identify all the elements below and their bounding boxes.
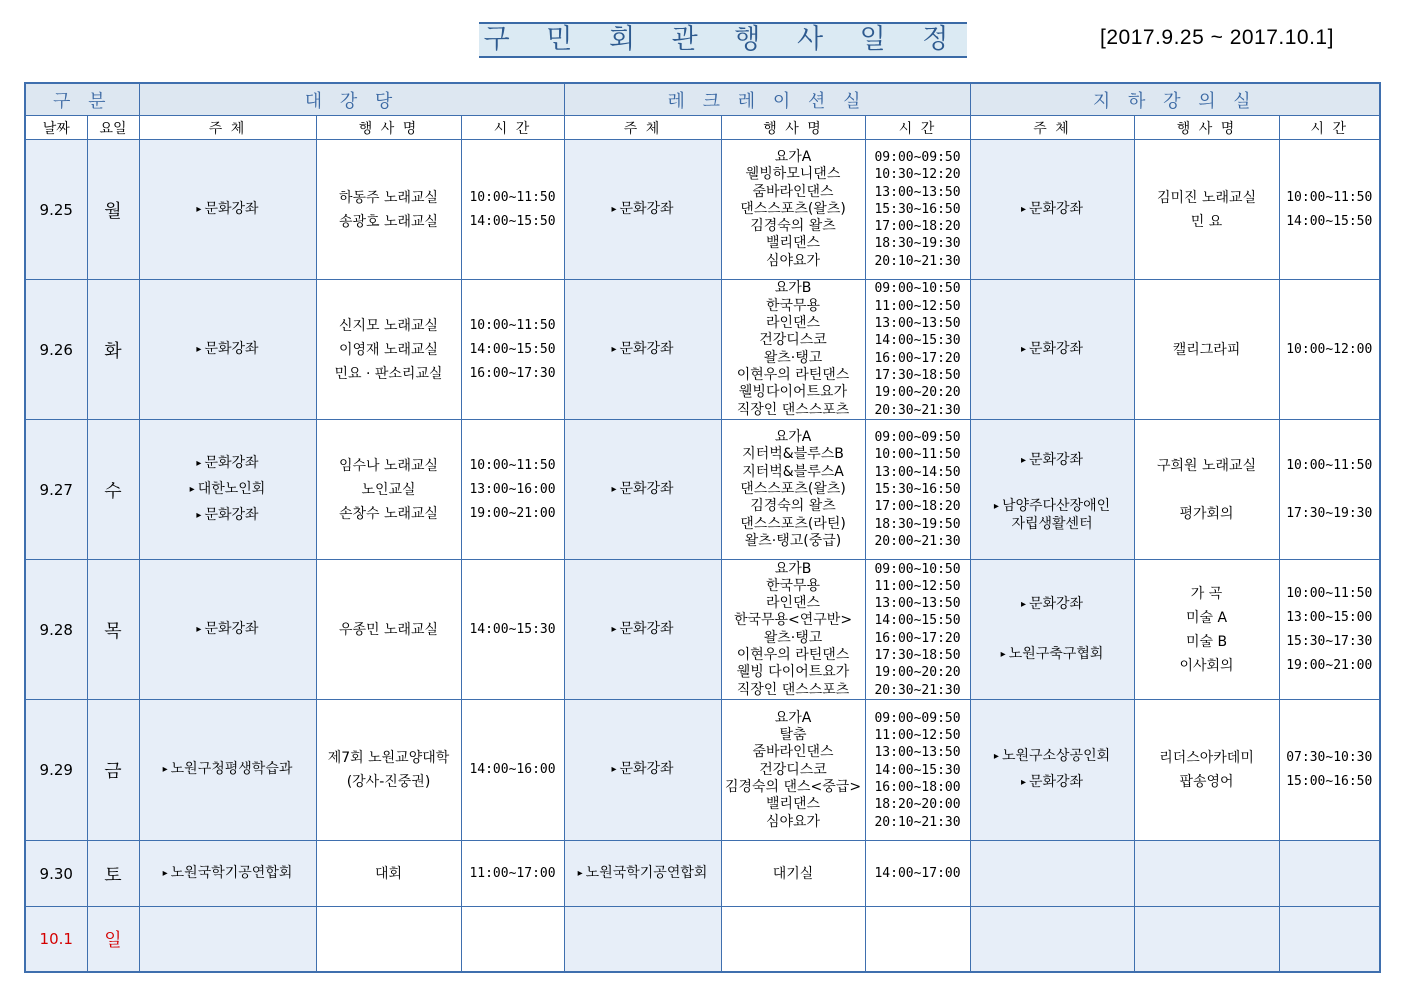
spacer: [1135, 478, 1279, 502]
recreation-event-cell: [721, 280, 865, 420]
cell-line: 16:00~17:30: [469, 365, 556, 381]
cell-line: 라인댄스: [765, 595, 821, 612]
bullet-triangle-icon: ▸: [1020, 343, 1026, 355]
host-name: 대한노인회: [197, 480, 266, 497]
cell-line: 댄스스포츠(왈츠): [740, 200, 846, 217]
cell-line: 11:00~12:50: [874, 578, 961, 594]
auditorium-host-cell: [139, 560, 316, 700]
host-name: 노원구청평생학습과: [170, 761, 293, 778]
cell-line: 이영재 노래교실: [338, 341, 439, 358]
auditorium-host-cell: [139, 907, 316, 972]
bullet-triangle-icon: ▸: [577, 867, 583, 879]
cell-line: 민요 · 판소리교실: [334, 365, 443, 382]
cell-line: 캘리그라피: [1172, 341, 1241, 358]
cell-line: 18:30~19:50: [874, 516, 961, 532]
cell-line: (강사-진중권): [346, 774, 431, 791]
recreation-time-cell: [865, 907, 970, 972]
cell-line: 왈츠·탱고: [763, 349, 823, 366]
cell-line: 19:00~20:20: [874, 665, 961, 681]
day-cell: 수: [87, 420, 139, 560]
header-date: 날짜: [25, 116, 87, 140]
header-host: 주 체: [139, 116, 316, 140]
recreation-event-cell: [721, 841, 865, 907]
cell-line: 하동주 노래교실: [338, 189, 439, 206]
cell-line: 17:30~18:50: [874, 367, 961, 383]
auditorium-time-cell: [461, 841, 564, 907]
cell-line: 10:00~11:50: [469, 189, 556, 205]
auditorium-event-cell: [316, 841, 461, 907]
auditorium-event-cell: [316, 907, 461, 972]
header-host: 주 체: [564, 116, 721, 140]
basement-event-cell: [1134, 280, 1279, 420]
basement-time-cell: [1279, 841, 1380, 907]
basement-time-cell: [1279, 420, 1380, 560]
cell-line: 09:00~09:50: [874, 430, 961, 446]
cell-line: 요가B: [774, 280, 812, 297]
cell-line: 김경숙의 왈츠: [750, 218, 836, 235]
cell-line: 14:00~16:00: [469, 762, 556, 778]
host-line: [565, 477, 721, 503]
cell-line: 댄스스포츠(왈츠): [740, 481, 846, 498]
cell-line: 김경숙의 왈츠: [750, 498, 836, 515]
cell-line: 14:00~17:00: [874, 865, 961, 881]
recreation-time-cell: [865, 560, 970, 700]
recreation-event-cell: [721, 140, 865, 280]
bullet-triangle-icon: ▸: [1020, 777, 1026, 789]
recreation-host-cell: [564, 907, 721, 972]
day-cell: 월: [87, 140, 139, 280]
basement-host-cell: [970, 907, 1134, 972]
cell-line: 14:00~15:30: [469, 621, 556, 637]
cell-line: 14:00~15:50: [1286, 213, 1373, 229]
cell-line: 구희원 노래교실: [1156, 457, 1257, 474]
host-name: 문화강좌: [1028, 200, 1084, 217]
auditorium-event-cell: [316, 560, 461, 700]
cell-line: 15:30~17:30: [1286, 633, 1373, 649]
cell-line: 건강디스코: [759, 332, 827, 349]
cell-line: 17:30~18:50: [874, 648, 961, 664]
cell-line: 왈츠·탱고: [763, 629, 823, 646]
cell-line: 13:00~16:00: [469, 481, 556, 497]
auditorium-time-cell: [461, 140, 564, 280]
recreation-event-cell: [721, 700, 865, 841]
cell-line: 19:00~21:00: [469, 505, 556, 521]
cell-line: 20:10~21:30: [874, 253, 961, 269]
cell-line: 10:00~11:50: [874, 447, 961, 463]
cell-line: 리더스아카데미: [1159, 750, 1254, 767]
header-event: 행 사 명: [1134, 116, 1279, 140]
schedule-row: [25, 280, 1380, 420]
auditorium-host-cell: [139, 140, 316, 280]
host-name: 문화강좌: [619, 200, 674, 217]
cell-line: 17:30~19:30: [1286, 505, 1373, 521]
recreation-event-cell: [721, 907, 865, 972]
bullet-triangle-icon: ▸: [611, 623, 617, 635]
date-range: [2017.9.25 ~ 2017.10.1]: [1100, 26, 1334, 49]
cell-line: 팝송영어: [1179, 774, 1234, 791]
cell-line: 요가A: [774, 709, 812, 726]
cell-line: 14:00~15:50: [469, 341, 556, 357]
header-time: 시 간: [865, 116, 970, 140]
cell-line: 19:00~20:20: [874, 385, 961, 401]
host-line: [971, 337, 1134, 363]
recreation-host-cell: [564, 140, 721, 280]
basement-time-cell: [1279, 280, 1380, 420]
host-line: [140, 477, 316, 503]
host-line: [565, 617, 721, 643]
cell-line: 13:00~15:00: [1286, 609, 1373, 625]
host-line: [140, 757, 316, 783]
auditorium-host-cell: [139, 420, 316, 560]
cell-line: 웰빙 다이어트요가: [736, 664, 850, 681]
cell-line: 미술 B: [1185, 633, 1228, 650]
host-line: [971, 448, 1134, 474]
cell-line: 19:00~21:00: [1286, 657, 1373, 673]
bullet-triangle-icon: ▸: [1000, 648, 1006, 660]
host-line: [971, 498, 1134, 516]
auditorium-host-cell: [139, 700, 316, 841]
cell-line: 11:00~12:50: [874, 298, 961, 314]
cell-line: 09:00~10:50: [874, 561, 961, 577]
host-line: [140, 197, 316, 223]
host-line: [565, 861, 721, 887]
cell-line: 임수나 노래교실: [338, 457, 439, 474]
day-cell: 목: [87, 560, 139, 700]
basement-event-cell: [1134, 140, 1279, 280]
cell-line: 댄스스포츠(라틴): [740, 515, 846, 532]
cell-line: 20:10~21:30: [874, 814, 961, 830]
host-name: 문화강좌: [1028, 774, 1084, 791]
cell-line: 대기실: [772, 865, 814, 882]
cell-line: 미술 A: [1185, 609, 1228, 626]
header-recreation-room: 레 크 레 이 션 실: [564, 83, 970, 116]
cell-line: 15:30~16:50: [874, 201, 961, 217]
recreation-host-cell: [564, 700, 721, 841]
schedule-row: [25, 841, 1380, 907]
cell-line: 밸리댄스: [765, 235, 821, 252]
cell-line: 17:00~18:20: [874, 499, 961, 515]
schedule-row: [25, 420, 1380, 560]
basement-time-cell: [1279, 700, 1380, 841]
cell-line: 지터벅&블루스B: [742, 446, 844, 463]
bullet-triangle-icon: ▸: [189, 483, 195, 495]
auditorium-event-cell: [316, 420, 461, 560]
cell-line: 13:00~14:50: [874, 464, 961, 480]
bullet-triangle-icon: ▸: [611, 483, 617, 495]
host-name: 문화강좌: [1028, 595, 1084, 612]
cell-line: 10:00~11:50: [469, 457, 556, 473]
auditorium-time-cell: [461, 700, 564, 841]
cell-line: 김미진 노래교실: [1156, 189, 1257, 206]
bullet-triangle-icon: ▸: [1020, 454, 1026, 466]
host-name: 문화강좌: [204, 200, 259, 217]
basement-event-cell: [1134, 700, 1279, 841]
host-name: 문화강좌: [1028, 340, 1084, 357]
date-cell: 9.29: [25, 700, 87, 841]
cell-line: 줌바라인댄스: [752, 744, 834, 761]
cell-line: 요가A: [774, 429, 812, 446]
bullet-triangle-icon: ▸: [196, 509, 202, 521]
host-name: 노원구축구협회: [1008, 645, 1104, 662]
host-line: [565, 197, 721, 223]
bullet-triangle-icon: ▸: [162, 867, 168, 879]
auditorium-event-cell: [316, 700, 461, 841]
cell-line: 밸리댄스: [765, 796, 821, 813]
spacer: [1280, 478, 1380, 502]
bullet-triangle-icon: ▸: [993, 751, 999, 763]
recreation-host-cell: [564, 560, 721, 700]
host-name: 문화강좌: [619, 340, 674, 357]
host-name: 문화강좌: [204, 506, 259, 523]
host-line: [140, 451, 316, 477]
auditorium-time-cell: [461, 560, 564, 700]
host-line: [565, 757, 721, 783]
page-title: 구 민 회 관 행 사 일 정: [479, 22, 967, 58]
host-name: 노원구소상공인회: [1001, 748, 1111, 765]
cell-line: 16:00~18:00: [874, 780, 961, 795]
bullet-triangle-icon: ▸: [993, 500, 999, 512]
auditorium-host-cell: [139, 841, 316, 907]
host-name: 노원국학기공연합회: [170, 864, 293, 881]
host-name: 문화강좌: [204, 620, 259, 637]
cell-line: 우종민 노래교실: [338, 621, 439, 638]
auditorium-time-cell: [461, 420, 564, 560]
host-name: 문화강좌: [204, 454, 259, 471]
cell-line: 20:30~21:30: [874, 402, 961, 418]
cell-line: 10:00~11:50: [1286, 457, 1373, 473]
host-name: 노원국학기공연합회: [585, 864, 708, 881]
cell-line: 11:00~12:50: [874, 728, 961, 744]
header-time: 시 간: [461, 116, 564, 140]
header-host: 주 체: [970, 116, 1134, 140]
date-cell: 9.27: [25, 420, 87, 560]
recreation-event-cell: [721, 420, 865, 560]
cell-line: 요가A: [774, 149, 812, 165]
header-category: 구 분: [25, 83, 139, 116]
host-name: 문화강좌: [619, 480, 674, 497]
cell-line: 20:00~21:30: [874, 533, 961, 549]
cell-line: 탈춤: [779, 727, 807, 744]
cell-line: 09:00~10:50: [874, 281, 961, 297]
cell-line: 줌바라인댄스: [752, 183, 834, 200]
host-name: 남양주다산장애인: [1001, 497, 1111, 514]
bullet-triangle-icon: ▸: [611, 343, 617, 355]
cell-line: 13:00~13:50: [874, 596, 961, 612]
host-line: [140, 337, 316, 363]
host-name: 문화강좌: [204, 340, 259, 357]
bullet-triangle-icon: ▸: [1020, 598, 1026, 610]
host-line: [140, 861, 316, 887]
host-name: 문화강좌: [619, 761, 674, 778]
cell-line: 라인댄스: [765, 315, 821, 332]
spacer: [971, 474, 1134, 498]
basement-host-cell: [970, 420, 1134, 560]
cell-line: 15:00~16:50: [1286, 774, 1373, 790]
basement-host-cell: [970, 700, 1134, 841]
basement-time-cell: [1279, 140, 1380, 280]
basement-host-cell: [970, 560, 1134, 700]
cell-line: 김경숙의 댄스<중급>: [724, 779, 862, 795]
recreation-host-cell: [564, 280, 721, 420]
cell-line: 한국무용: [765, 297, 821, 314]
auditorium-event-cell: [316, 280, 461, 420]
cell-line: 민 요: [1190, 213, 1223, 230]
cell-line: 13:00~13:50: [874, 745, 961, 761]
recreation-time-cell: [865, 420, 970, 560]
host-name: 문화강좌: [1028, 451, 1084, 468]
auditorium-time-cell: [461, 280, 564, 420]
cell-line: 16:00~17:20: [874, 630, 961, 646]
header-auditorium: 대 강 당: [139, 83, 564, 116]
cell-line: 14:00~15:30: [874, 762, 961, 778]
host-line: [971, 770, 1134, 796]
cell-line: 20:30~21:30: [874, 682, 961, 698]
cell-line: 13:00~13:50: [874, 316, 961, 332]
cell-line: 16:00~17:20: [874, 350, 961, 366]
recreation-time-cell: [865, 841, 970, 907]
cell-line: 한국무용: [765, 577, 821, 594]
host-line: [971, 642, 1134, 668]
cell-line: 14:00~15:30: [874, 333, 961, 349]
host-name: 문화강좌: [619, 620, 674, 637]
cell-line: 15:30~16:50: [874, 482, 961, 498]
cell-line: 10:00~11:50: [469, 317, 556, 333]
basement-time-cell: [1279, 907, 1380, 972]
cell-line: 10:00~11:50: [1286, 189, 1373, 205]
bullet-triangle-icon: ▸: [611, 203, 617, 215]
schedule-row: [25, 140, 1380, 280]
basement-host-cell: [970, 140, 1134, 280]
bullet-triangle-icon: ▸: [196, 623, 202, 635]
basement-event-cell: [1134, 420, 1279, 560]
host-line: [140, 503, 316, 529]
auditorium-time-cell: [461, 907, 564, 972]
cell-line: 10:30~12:20: [874, 167, 961, 183]
cell-line: 이사회의: [1179, 657, 1234, 674]
recreation-time-cell: [865, 700, 970, 841]
cell-line: 요가B: [774, 560, 812, 577]
recreation-time-cell: [865, 280, 970, 420]
cell-line: 이현우의 라틴댄스: [736, 647, 850, 664]
cell-line: 직장인 댄스스포츠: [736, 681, 850, 698]
cell-line: 손창수 노래교실: [338, 505, 439, 522]
host-name: 자립생활센터: [1011, 515, 1093, 532]
cell-line: 지터벅&블루스A: [742, 463, 844, 480]
cell-line: 17:00~18:20: [874, 219, 961, 235]
cell-line: 가 곡: [1190, 585, 1223, 602]
bullet-triangle-icon: ▸: [1020, 203, 1026, 215]
host-line: [565, 337, 721, 363]
schedule-row: [25, 560, 1380, 700]
cell-line: 직장인 댄스스포츠: [736, 401, 850, 418]
day-cell: 금: [87, 700, 139, 841]
header-day: 요일: [87, 116, 139, 140]
schedule-row: [25, 907, 1380, 972]
schedule-table: [24, 82, 1381, 973]
cell-line: 왈츠·탱고(중급): [744, 532, 842, 549]
basement-event-cell: [1134, 907, 1279, 972]
cell-line: 웰빙하모니댄스: [745, 166, 841, 183]
header-time: 시 간: [1279, 116, 1380, 140]
cell-line: 13:00~13:50: [874, 184, 961, 200]
header-event: 행 사 명: [316, 116, 461, 140]
host-line: [971, 592, 1134, 618]
host-line: [971, 744, 1134, 770]
cell-line: 14:00~15:50: [469, 213, 556, 229]
cell-line: 09:00~09:50: [874, 710, 961, 726]
bullet-triangle-icon: ▸: [611, 764, 617, 776]
cell-line: 18:30~19:30: [874, 236, 961, 252]
cell-line: 18:20~20:00: [874, 797, 961, 813]
host-line: [971, 197, 1134, 223]
cell-line: 노인교실: [361, 481, 416, 498]
cell-line: 10:00~12:00: [1286, 341, 1373, 357]
cell-line: 심야요가: [765, 252, 821, 269]
date-cell: 9.30: [25, 841, 87, 907]
bullet-triangle-icon: ▸: [162, 764, 168, 776]
spacer: [971, 618, 1134, 642]
day-cell: 화: [87, 280, 139, 420]
cell-line: 한국무용<연구반>: [733, 612, 853, 629]
bullet-triangle-icon: ▸: [196, 203, 202, 215]
cell-line: 신지모 노래교실: [338, 317, 439, 334]
date-cell: 10.1: [25, 907, 87, 972]
recreation-host-cell: [564, 420, 721, 560]
recreation-event-cell: [721, 560, 865, 700]
bullet-triangle-icon: ▸: [196, 343, 202, 355]
cell-line: 07:30~10:30: [1286, 750, 1373, 766]
date-cell: 9.26: [25, 280, 87, 420]
basement-time-cell: [1279, 560, 1380, 700]
cell-line: 평가회의: [1179, 505, 1234, 522]
basement-event-cell: [1134, 560, 1279, 700]
cell-line: 웰빙다이어트요가: [738, 384, 848, 401]
cell-line: 09:00~09:50: [874, 150, 961, 165]
schedule-row: [25, 700, 1380, 841]
host-line: [971, 516, 1134, 532]
cell-line: 송광호 노래교실: [338, 213, 439, 230]
auditorium-event-cell: [316, 140, 461, 280]
recreation-time-cell: [865, 140, 970, 280]
date-cell: 9.25: [25, 140, 87, 280]
cell-line: 제7회 노원교양대학: [327, 750, 450, 767]
cell-line: 14:00~15:50: [874, 613, 961, 629]
cell-line: 이현우의 라틴댄스: [736, 366, 850, 383]
auditorium-host-cell: [139, 280, 316, 420]
basement-host-cell: [970, 280, 1134, 420]
basement-event-cell: [1134, 841, 1279, 907]
cell-line: 10:00~11:50: [1286, 585, 1373, 601]
cell-line: 대회: [374, 865, 403, 882]
day-cell: 일: [87, 907, 139, 972]
cell-line: 건강디스코: [759, 761, 827, 778]
header-basement-lecture-room: 지 하 강 의 실: [970, 83, 1380, 116]
date-cell: 9.28: [25, 560, 87, 700]
recreation-host-cell: [564, 841, 721, 907]
cell-line: 11:00~17:00: [469, 865, 556, 881]
header-event: 행 사 명: [721, 116, 865, 140]
basement-host-cell: [970, 841, 1134, 907]
bullet-triangle-icon: ▸: [196, 457, 202, 469]
cell-line: 심야요가: [765, 813, 821, 830]
host-line: [140, 617, 316, 643]
day-cell: 토: [87, 841, 139, 907]
